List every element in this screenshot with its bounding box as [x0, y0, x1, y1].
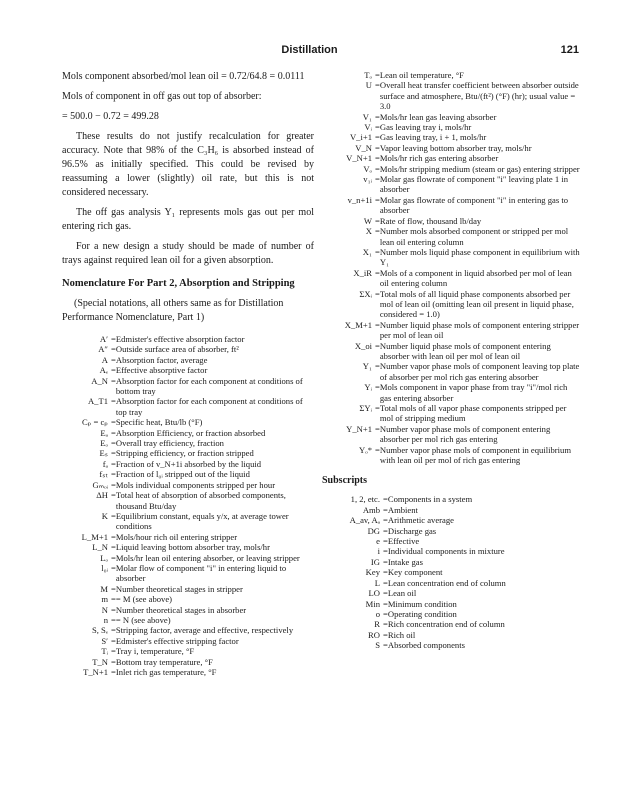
symbol: ΣXᵢ	[359, 288, 372, 299]
nomenclature-item	[62, 376, 314, 397]
equals-sign: =	[375, 122, 380, 133]
equals-sign: =	[375, 80, 380, 91]
equals-sign: =	[375, 444, 380, 455]
equals-sign: =	[111, 448, 116, 459]
symbol: m	[101, 594, 108, 605]
subscript-item	[322, 578, 580, 588]
subscript-item	[322, 567, 580, 577]
definition: Number mols absorbed component or stripped per mol lean oil entering column	[379, 226, 569, 247]
symbol: S, Sₑ	[91, 625, 108, 636]
equals-sign: =	[375, 319, 380, 330]
equals-sign: =	[111, 469, 116, 480]
equals-sign: =	[383, 504, 388, 515]
subscript-item	[322, 505, 580, 515]
nomenclature-item	[322, 80, 580, 111]
symbol: Cₚ = cₚ	[81, 417, 108, 428]
subscripts-list	[322, 494, 580, 650]
equals-sign: =	[111, 479, 116, 490]
equals-sign: =	[383, 556, 388, 567]
definition: Outside surface area of absorber, ft²	[115, 344, 239, 355]
equals-sign: =	[375, 246, 380, 257]
equals-sign: =	[111, 656, 116, 667]
equals-sign: =	[111, 542, 116, 553]
equals-sign: =	[375, 423, 380, 434]
symbol: A′	[99, 334, 108, 344]
definition: Rich oil	[387, 629, 416, 640]
symbol: X_M+1	[344, 319, 372, 330]
paragraph: Mols component absorbed/mol lean oil = 0.72/64.8 = 0.0111	[62, 71, 305, 82]
nomenclature-item	[62, 625, 314, 635]
definition: Total mols of all vapor phase components stripped per mol of stripping medium	[379, 403, 567, 424]
equals-sign: =	[375, 194, 380, 205]
equals-sign: =	[111, 646, 116, 657]
nomenclature-item	[62, 594, 314, 604]
definition: Discharge gas	[387, 525, 437, 536]
nomenclature-item	[62, 532, 314, 542]
definition: Operating condition	[387, 608, 457, 619]
equals-sign: =	[111, 667, 116, 677]
symbol: L_N	[92, 542, 108, 553]
symbol: DG	[367, 525, 380, 536]
symbol: Aₑ	[99, 365, 108, 376]
nomenclature-item	[322, 445, 580, 466]
definition: Molar flow of component "i" in entering liquid to absorber	[115, 562, 287, 584]
equals-sign: =	[111, 365, 116, 376]
subscript-item	[322, 588, 580, 598]
definition: = N (see above)	[115, 614, 171, 625]
nomenclature-item	[62, 584, 314, 594]
definition: Overall tray efficiency, fraction	[115, 438, 224, 449]
symbol: A_N	[91, 375, 108, 386]
equals-sign: =	[111, 552, 116, 563]
definition: Number liquid phase mols of component entering stripper per mol of lean oil	[379, 319, 580, 341]
equals-sign: =	[375, 153, 380, 164]
definition: Effective	[387, 536, 420, 547]
nomenclature-item	[62, 646, 314, 656]
definition: Total mols of all liquid phase components absorbed per mol of lean oil (omitting lean oil present in liquid phase, considered = 1.0)	[379, 288, 574, 320]
equals-sign: =	[383, 515, 388, 526]
symbol: T_N	[92, 656, 108, 667]
nomenclature-item	[322, 195, 580, 216]
symbol: Gₘₒᵢ	[92, 479, 108, 490]
definition: Overall heat transfer coefficient between absorber outside surface and atmosphere, Btu/(ft²) (°F) (hr); usual value = 3.0	[379, 80, 579, 112]
symbol: V_N+1	[346, 153, 372, 164]
definition: Total heat of absorption of absorbed components, thousand Btu/day	[115, 490, 286, 511]
subscript-item	[322, 494, 580, 504]
equals-sign: =	[383, 619, 388, 630]
definition: Number liquid phase mols of component entering absorber with lean oil per mol of lean oil	[379, 340, 551, 361]
symbol: A_T1	[87, 396, 108, 407]
symbol: Key	[365, 567, 380, 578]
nomenclature-item	[322, 289, 580, 320]
symbol: A	[101, 354, 108, 365]
paragraph: For a new design a study should be made of number of trays against required lean oil for a given absorption.	[62, 241, 314, 266]
symbol: M	[100, 583, 108, 594]
equals-sign: =	[375, 226, 380, 237]
nomenclature-item	[322, 403, 580, 424]
equals-sign: =	[111, 594, 116, 605]
nomenclature-item	[62, 553, 314, 563]
equals-sign: =	[111, 375, 116, 386]
equals-sign: =	[111, 334, 116, 344]
symbol: Eₐ	[100, 427, 108, 438]
nomenclature-item	[322, 112, 580, 122]
definition: Fraction of v_N+1i absorbed by the liquid	[115, 458, 262, 469]
definition: Gas leaving tray, i + 1, mols/hr	[379, 132, 487, 143]
equals-sign: =	[111, 344, 116, 355]
equals-sign: =	[383, 598, 388, 609]
definition: Absorption Efficiency, or fraction absorbed	[115, 427, 266, 438]
subscript-item	[322, 609, 580, 619]
paragraph: The off gas analysis Y₁ represents mols gas out per mol entering rich gas.	[62, 207, 314, 232]
symbol: S	[375, 640, 380, 651]
nomenclature-item	[62, 438, 314, 448]
symbol: R	[374, 619, 380, 630]
nomenclature-item	[62, 396, 314, 417]
symbol: X	[365, 226, 372, 237]
symbol: K	[101, 510, 108, 521]
equals-sign: =	[375, 132, 380, 143]
nomenclature-item	[62, 605, 314, 615]
equals-sign: =	[375, 288, 380, 299]
equals-sign: =	[375, 70, 380, 80]
definition: Lean concentration end of column	[387, 577, 506, 588]
definition: Mols individual components stripped per hour	[115, 479, 276, 490]
definition: Absorption factor, average	[115, 354, 208, 365]
symbol: X₁	[362, 246, 372, 257]
definition: Mols/hr lean oil entering absorber, or leaving stripper	[115, 552, 300, 563]
subscript-item	[322, 630, 580, 640]
symbol: W	[363, 215, 372, 226]
equals-sign: =	[111, 510, 116, 521]
equals-sign: =	[375, 340, 380, 351]
nomenclature-item	[62, 469, 314, 479]
nomenclature-heading: Nomenclature For Part 2, Absorption and Stripping	[62, 278, 295, 289]
running-header: Distillation	[281, 44, 338, 56]
equals-sign: =	[111, 417, 116, 428]
equals-sign: =	[111, 614, 116, 625]
symbol: v₁ᵢ	[363, 174, 372, 185]
subscript-item	[322, 557, 580, 567]
symbol: L_M+1	[81, 531, 108, 542]
equals-sign: =	[111, 562, 116, 573]
nomenclature-item	[322, 320, 580, 341]
symbol: Eₛ	[99, 448, 108, 459]
nomenclature-list-right	[322, 70, 580, 465]
equals-sign: =	[111, 354, 116, 365]
paragraph: = 500.0 − 0.72 = 499.28	[62, 111, 159, 122]
definition: Mols/hr stripping medium (steam or gas) entering stripper	[379, 163, 580, 174]
definition: Molar gas flowrate of component "i" leaving plate 1 in absorber	[379, 174, 569, 195]
nomenclature-item	[322, 70, 580, 80]
symbol: LO	[368, 588, 380, 599]
nomenclature-item	[62, 615, 314, 625]
definition: Mols/hr rich gas entering absorber	[379, 153, 499, 164]
nomenclature-item	[322, 174, 580, 195]
definition: Edmister's effective absorption factor	[115, 334, 245, 344]
nomenclature-item	[322, 361, 580, 382]
equals-sign: =	[111, 458, 116, 469]
symbol: V_i+1	[349, 132, 372, 143]
symbol: o	[375, 608, 380, 619]
symbol: v_n+1i	[347, 194, 372, 205]
equals-sign: =	[111, 604, 116, 615]
definition: Intake gas	[387, 556, 423, 567]
equals-sign: =	[383, 525, 388, 536]
definition: Effective absorptive factor	[115, 365, 208, 376]
equals-sign: =	[383, 567, 388, 578]
nomenclature-item	[62, 334, 314, 344]
definition: Rich concentration end of column	[387, 619, 505, 630]
equals-sign: =	[375, 382, 380, 393]
symbol: IG	[370, 556, 380, 567]
definition: Mols of a component in liquid absorbed per mol of lean oil entering column	[379, 267, 572, 289]
definition: Number vapor phase mols of component in equilibrium with lean oil per mol of rich gas entering	[379, 444, 572, 466]
symbol: Vᵢ	[364, 122, 372, 133]
nomenclature-item	[62, 511, 314, 532]
nomenclature-item	[62, 459, 314, 469]
definition: Key component	[387, 567, 443, 578]
equals-sign: =	[383, 494, 388, 505]
definition: Inlet rich gas temperature, °F	[115, 667, 217, 677]
definition: = M (see above)	[115, 594, 173, 605]
nomenclature-item	[322, 424, 580, 445]
symbol: Tᵢ	[101, 646, 108, 657]
equals-sign: =	[383, 608, 388, 619]
definition: Vapor leaving bottom absorber tray, mols/hr	[379, 142, 532, 153]
nomenclature-item	[322, 164, 580, 174]
symbol: T_N+1	[83, 667, 108, 677]
symbol: L	[374, 577, 380, 588]
equals-sign: =	[111, 396, 116, 407]
symbol: U	[365, 80, 372, 91]
equals-sign: =	[375, 403, 380, 413]
equals-sign: =	[375, 142, 380, 153]
paragraph: Mols of component in off gas out top of absorber:	[62, 91, 262, 102]
symbol: RO	[368, 629, 380, 640]
subscript-item	[322, 599, 580, 609]
equals-sign: =	[111, 531, 116, 542]
nomenclature-item	[322, 341, 580, 362]
symbol: fₛₜ	[99, 469, 108, 480]
nomenclature-item	[62, 657, 314, 667]
symbol: ΣYᵢ	[359, 403, 372, 413]
nomenclature-item	[62, 448, 314, 458]
definition: Minimum condition	[387, 598, 457, 609]
subscript-item	[322, 619, 580, 629]
symbol: Y_N+1	[346, 423, 372, 434]
nomenclature-item	[322, 143, 580, 153]
nomenclature-item	[322, 247, 580, 268]
equals-sign: =	[375, 111, 380, 122]
symbol: Yₒ*	[359, 444, 372, 455]
nomenclature-item	[322, 153, 580, 163]
definition: Stripping factor, average and effective, respectively	[115, 625, 294, 636]
left-column	[62, 70, 314, 677]
symbol: A_av, Aₐ	[349, 515, 380, 526]
equals-sign: =	[375, 215, 380, 226]
symbol: fₐ	[102, 458, 108, 469]
page-number: 121	[560, 44, 579, 56]
definition: Ambient	[387, 504, 418, 515]
definition: Tray i, temperature, °F	[115, 646, 195, 657]
definition: Arithmetic average	[387, 515, 454, 526]
nomenclature-item	[62, 563, 314, 584]
symbol: l₀ᵢ	[101, 562, 108, 573]
symbol: Lₒ	[100, 552, 108, 563]
nomenclature-item	[62, 542, 314, 552]
nomenclature-item	[322, 216, 580, 226]
subscript-item	[322, 526, 580, 536]
nomenclature-note: (Special notations, all others same as for Distillation Performance Nomenclature, Part 1)	[62, 298, 284, 323]
symbol: X_oi	[354, 340, 372, 351]
equals-sign: =	[383, 577, 388, 588]
definition: Number mols liquid phase component in equilibrium with Y₁	[379, 246, 580, 268]
paragraph: These results do not justify recalculation for greater accuracy. Note that 98% of the C₃H₆ is absorbed instead of 96.5% as initially specified. This could be revised by reassuming a lower (slightly) oil rate, but this is not considered necessary.	[62, 131, 314, 198]
definition: Specific heat, Btu/lb (°F)	[115, 417, 203, 428]
body-paragraphs	[62, 70, 314, 268]
definition: Number theoretical stages in stripper	[115, 583, 243, 594]
nomenclature-item	[62, 417, 314, 427]
equals-sign: =	[383, 629, 388, 640]
symbol: n	[103, 614, 108, 625]
definition: Absorption factor for each component at conditions of top tray	[115, 396, 303, 417]
definition: Gas leaving tray i, mols/hr	[379, 122, 472, 133]
nomenclature-item	[62, 355, 314, 365]
nomenclature-list-left	[62, 334, 314, 677]
definition: Stripping efficiency, or fraction stripped	[115, 448, 254, 459]
equals-sign: =	[383, 640, 388, 651]
definition: Individual components in mixture	[387, 546, 505, 557]
definition: Equilibrium constant, equals y/x, at average tower conditions	[115, 510, 289, 532]
definition: Components in a system	[387, 494, 473, 505]
equals-sign: =	[111, 438, 116, 449]
symbol: i	[377, 546, 380, 557]
definition: Lean oil	[387, 588, 417, 599]
equals-sign: =	[375, 163, 380, 174]
nomenclature-item	[322, 268, 580, 289]
definition: Number vapor phase mols of component leaving top plate of absorber per mol rich gas entering absorber	[379, 361, 580, 382]
equals-sign: =	[375, 267, 380, 278]
definition: Mols/hr lean gas leaving absorber	[379, 111, 497, 122]
definition: Molar gas flowrate of component "i" in entering gas to absorber	[379, 194, 569, 216]
definition: Mols component in vapor phase from tray "i"/mol rich gas entering absorber	[379, 382, 568, 403]
subscript-item	[322, 515, 580, 525]
definition: Number theoretical stages in absorber	[115, 604, 247, 615]
nomenclature-item	[62, 365, 314, 375]
definition: Liquid leaving bottom absorber tray, mols/hr	[115, 542, 270, 553]
subscript-item	[322, 536, 580, 546]
nomenclature-item	[62, 636, 314, 646]
equals-sign: =	[375, 361, 380, 372]
definition: Edmister's effective stripping factor	[115, 635, 239, 646]
nomenclature-item	[62, 344, 314, 354]
symbol: S′	[101, 635, 108, 646]
symbol: Min	[365, 598, 380, 609]
definition: Absorbed components	[387, 640, 465, 651]
symbol: Vₒ	[363, 163, 372, 174]
equals-sign: =	[383, 536, 388, 547]
definition: Mols/hour rich oil entering stripper	[115, 531, 238, 542]
symbol: A″	[98, 344, 108, 355]
definition: Number vapor phase mols of component entering absorber per mol rich gas entering	[379, 423, 551, 445]
subscript-item	[322, 640, 580, 650]
definition: Absorption factor for each component at conditions of bottom tray	[115, 375, 303, 397]
definition: Rate of flow, thousand lb/day	[379, 215, 482, 226]
equals-sign: =	[111, 625, 116, 636]
symbol: X_iR	[353, 267, 372, 278]
symbol: e	[376, 536, 380, 547]
nomenclature-item	[62, 667, 314, 677]
subscript-item	[322, 546, 580, 556]
equals-sign: =	[383, 588, 388, 599]
nomenclature-item	[62, 490, 314, 511]
equals-sign: =	[111, 427, 116, 438]
symbol: 1, 2, etc.	[350, 494, 380, 505]
equals-sign: =	[375, 174, 380, 185]
equals-sign: =	[383, 546, 388, 557]
nomenclature-item	[322, 122, 580, 132]
subscripts-heading: Subscripts	[322, 475, 368, 487]
symbol: Amb	[362, 504, 380, 515]
nomenclature-item	[322, 132, 580, 142]
symbol: V₁	[362, 111, 372, 122]
nomenclature-item	[322, 226, 580, 247]
equals-sign: =	[111, 635, 116, 646]
symbol: Tₒ	[364, 70, 372, 80]
symbol: N	[101, 604, 108, 615]
definition: Bottom tray temperature, °F	[115, 656, 213, 667]
equals-sign: =	[111, 490, 116, 501]
equals-sign: =	[111, 583, 116, 594]
symbol: V_N	[355, 142, 372, 153]
definition: Fraction of l₀ᵢ stripped out of the liquid	[115, 469, 250, 480]
symbol: ΔH	[96, 490, 108, 501]
right-column	[322, 70, 580, 651]
nomenclature-item	[62, 428, 314, 438]
symbol: Eₒ	[100, 438, 108, 449]
symbol: Yᵢ	[364, 382, 372, 393]
nomenclature-item	[62, 480, 314, 490]
nomenclature-item	[322, 382, 580, 403]
definition: Lean oil temperature, °F	[379, 70, 464, 80]
symbol: Y₁	[362, 361, 372, 372]
